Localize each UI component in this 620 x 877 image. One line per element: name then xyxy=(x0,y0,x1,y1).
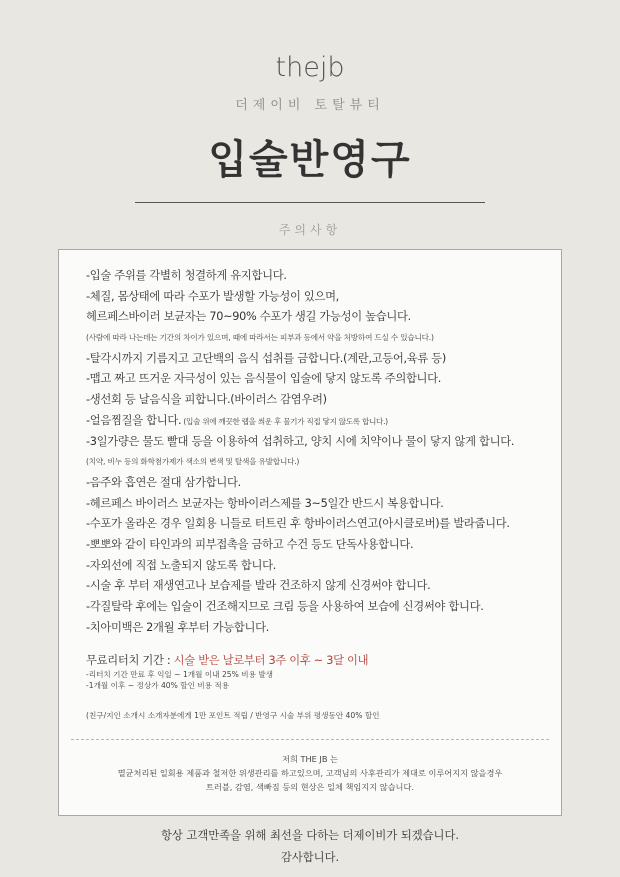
disclaimer-line: 저희 THE JB 는 xyxy=(282,754,338,764)
precaution-text: -수포가 올라온 경우 일회용 니들로 터트린 후 항바이러스연고(아시클로버)를 발라줍니다. xyxy=(86,517,510,531)
touchup-detail: -리터치 기간 만료 후 익일 ~ 1개월 이내 25% 비용 발생 xyxy=(86,670,273,679)
disclaimer-line: 트러블, 감염, 색빠짐 등의 현상은 일체 책임지지 않습니다. xyxy=(206,782,414,792)
precaution-text: -치아미백은 2개월 후부터 가능합니다. xyxy=(86,620,270,634)
page-title: 입술반영구 xyxy=(208,137,412,183)
precaution-item xyxy=(86,514,551,535)
precaution-text: -생선회 등 날음식을 피합니다.(바이러스 감염우려) xyxy=(86,393,327,407)
precaution-item xyxy=(86,369,551,390)
precaution-text: -탈각시까지 기름지고 고단백의 음식 섭취를 금합니다.(계란,고등어,육류 등) xyxy=(86,351,446,365)
precaution-item xyxy=(86,618,551,639)
touchup-label: 무료리터치 기간 : xyxy=(86,654,174,667)
closing-line: 항상 고객만족을 위해 최선을 다하는 더제이비가 되겠습니다. xyxy=(161,829,459,842)
precaution-item xyxy=(86,432,551,453)
precaution-text: -뽀뽀와 같이 타인과의 피부접촉을 금하고 수건 등도 단독사용합니다. xyxy=(86,537,414,551)
brand-subtitle: 더제이비 토탈뷰티 xyxy=(235,98,385,113)
precaution-text: (사람에 따라 나는데는 기간의 차이가 있으며, 때에 따라서는 피부과 등에서 약을 처방하여 드실 수 있습니다.) xyxy=(86,333,434,343)
precaution-item xyxy=(86,349,551,370)
touchup-detail: -1개월 이후 ~ 정상가 40% 할인 비용 적용 xyxy=(86,681,230,690)
precaution-item xyxy=(86,266,551,287)
precaution-item xyxy=(86,494,551,515)
precaution-text: -음주와 흡연은 절대 삼가합니다. xyxy=(86,475,241,489)
precaution-item xyxy=(86,556,551,577)
touchup-heading xyxy=(86,653,551,669)
precaution-text: (치약, 비누 등의 화학첨가제가 색소의 변색 및 탈색을 유발합니다.) xyxy=(86,457,300,467)
precautions-list xyxy=(86,266,551,638)
title-divider xyxy=(135,202,485,203)
precaution-item xyxy=(86,328,551,349)
precaution-item xyxy=(86,411,551,432)
precaution-text: -3일가량은 물도 빨대 등을 이용하여 섭취하고, 양치 시에 치약이나 물이 닿지 않게 합니다. xyxy=(86,434,515,448)
dashed-divider xyxy=(71,739,549,740)
precaution-text: -각질탈락 후에는 입술이 건조해지므로 크림 등을 사용하여 보습에 신경써야 합니다. xyxy=(86,600,484,613)
closing-message xyxy=(0,825,620,869)
precaution-item xyxy=(86,390,551,411)
precaution-text: 헤르페스바이러 보균자는 70~90% 수포가 생길 가능성이 높습니다. xyxy=(86,310,411,324)
brand-logo: thejb xyxy=(275,52,345,83)
precaution-item xyxy=(86,576,551,597)
precaution-text: -자외선에 직접 노출되지 않도록 합니다. xyxy=(86,558,277,572)
precaution-item xyxy=(86,597,551,618)
precautions-box xyxy=(58,249,562,816)
precaution-item xyxy=(86,307,551,328)
precaution-text: -시술 후 부터 재생연고나 보습제를 발라 건조하지 않게 신경써야 합니다. xyxy=(86,579,431,593)
precaution-item xyxy=(86,473,551,494)
disclaimer-line: 멸균처리된 일회용 제품과 철저한 위생관리를 하고있으며, 고객님의 사후관리가 제대로 이루어지지 않을경우 xyxy=(117,768,503,778)
precaution-note: (입술 위에 깨끗한 랩을 씌운 후 물기가 직접 닿지 않도록 합니다.) xyxy=(181,416,388,426)
precaution-text: -입술 주위를 각별히 청결하게 유지합니다. xyxy=(86,269,287,282)
touchup-section xyxy=(86,653,551,691)
precaution-text: -헤르페스 바이러스 보균자는 항바이러스제를 3~5일간 반드시 복용합니다. xyxy=(86,496,444,510)
referral-note: (친구/지인 소개시 소개자분에게 1만 포인트 적립 / 반영구 시술 부위 평생동안 40% 할인 xyxy=(86,711,380,720)
precaution-text: -얼음찜질을 합니다. xyxy=(86,413,182,427)
touchup-period: 시술 받은 날로부터 3주 이후 ~ 3달 이내 xyxy=(173,654,369,667)
precaution-item xyxy=(86,287,551,308)
disclaimer xyxy=(59,752,561,794)
precaution-text: -맵고 짜고 뜨거운 자극성이 있는 음식물이 입술에 닿지 않도록 주의합니다. xyxy=(86,372,442,386)
precaution-item xyxy=(86,535,551,556)
precaution-item xyxy=(86,452,551,473)
section-title: 주의사항 xyxy=(278,223,342,237)
precaution-text: -체질, 몸상태에 따라 수포가 발생할 가능성이 있으며, xyxy=(86,289,339,303)
closing-line: 감사합니다. xyxy=(280,851,340,864)
